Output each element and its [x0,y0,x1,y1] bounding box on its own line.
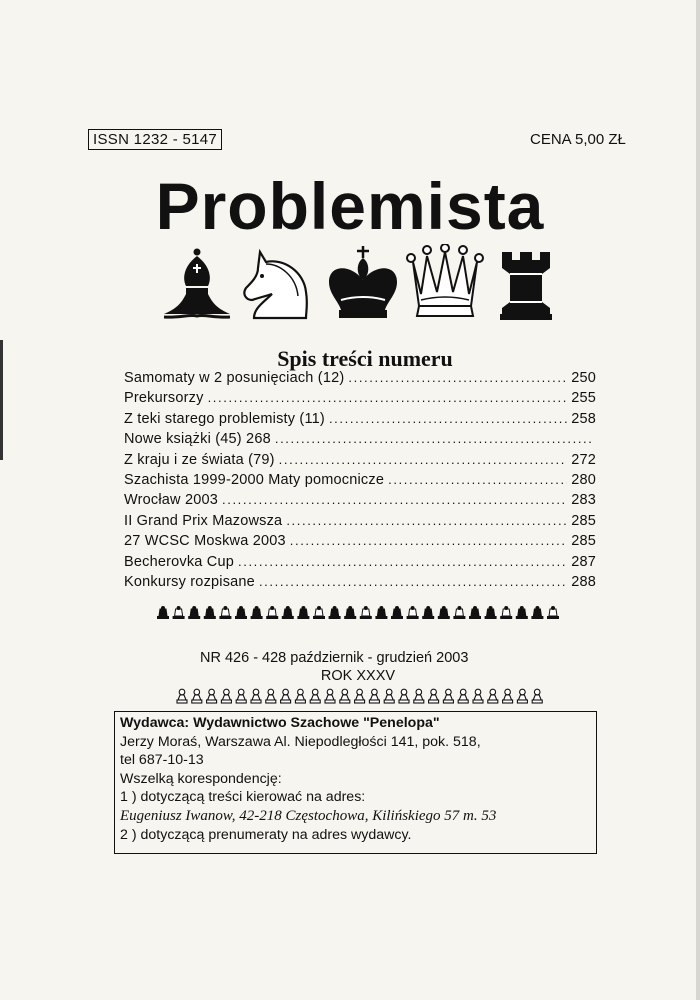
toc-entry-label: Konkursy rozpisane [124,573,255,590]
publisher-name: Wydawca: Wydawnictwo Szachowe "Penelopa" [120,715,440,731]
leader-dots [388,472,567,487]
mini-piece-icon [188,606,200,619]
mini-piece-icon [235,606,247,619]
chess-pieces-ornament-icon [155,605,565,621]
toc-heading: Spis treści numeru [277,346,453,371]
leader-dots [222,492,567,507]
publisher-box [114,711,597,854]
leader-dots [259,574,567,589]
toc-entry-page: 255 [571,390,596,407]
issue-number: NR 426 - 428 październik - grudzień 2003 [200,650,469,666]
mini-piece-icon [219,606,231,619]
mini-piece-icon [360,606,372,619]
toc-entry [124,472,596,492]
mini-piece-icon [531,606,543,619]
leader-dots [279,452,568,467]
mini-pawn-icon [251,689,261,703]
toc-entry-page: 250 [571,370,596,386]
mini-piece-icon [391,606,403,619]
mini-piece-icon [313,606,325,619]
mini-pawn-icon [266,689,276,703]
mini-pawn-icon [443,689,453,703]
mini-pawn-icon [207,689,217,703]
mini-piece-icon [547,606,559,619]
mini-pawn-icon [503,689,513,703]
toc-entry-page: 288 [571,573,596,590]
toc-entry [124,411,596,431]
toc-entry-page: 280 [571,471,596,488]
mini-piece-icon [329,606,341,619]
toc-entry-label: Szachista 1999-2000 Maty pomocnicze [124,471,385,488]
mini-piece-icon [422,606,434,619]
toc-entry-page: 285 [571,533,596,550]
mini-pawn-icon [295,689,305,703]
mini-pawn-icon [473,689,483,703]
chess-pieces-row [160,244,555,324]
editor-address: Eugeniusz Iwanow, 42-218 Częstochowa, Kilińskiego 57 m. 53 [120,807,497,824]
toc-entry-page: 258 [571,410,596,427]
issn-box: ISSN 1232 - 5147 [88,129,222,150]
toc-entry-label: Samomaty w 2 posunięciach (12) [124,370,345,386]
toc-entry-label: Nowe książki (45) 268 [124,431,271,448]
leader-dots [238,554,567,569]
mini-piece-icon [516,606,528,619]
toc-entry-page: 285 [571,512,596,529]
chess-queen-icon [407,244,483,316]
mini-pawn-icon [355,689,365,703]
toc-entry [124,574,596,594]
mini-pawn-icon [340,689,350,703]
pawn-ornament-icon [175,688,545,704]
mini-pawn-icon [281,689,291,703]
mini-pawn-icon [429,689,439,703]
price-label: CENA 5,00 ZŁ [530,131,626,148]
mini-piece-icon [282,606,294,619]
mini-piece-icon [344,606,356,619]
page-edge [696,0,700,1000]
chess-bishop-icon [164,249,230,318]
mini-piece-icon [485,606,497,619]
magazine-title: Problemista [155,169,545,243]
toc-entry [124,533,596,553]
mini-piece-icon [407,606,419,619]
correspondence-content: 1 ) dotyczącą treści kierować na adres: [120,789,366,806]
toc-entry-page: 272 [571,451,596,468]
table-of-contents [124,370,596,594]
mini-piece-icon [297,606,309,619]
mini-piece-icon [438,606,450,619]
mini-piece-icon [500,606,512,619]
toc-entry-page: 283 [571,492,596,509]
toc-entry-label: Z kraju i ze świata (79) [124,451,275,468]
toc-entry-label: Wrocław 2003 [124,492,219,509]
mini-pawn-icon [310,689,320,703]
chess-knight-icon [244,252,306,318]
toc-entry-label: Becherovka Cup [124,553,234,570]
leader-dots [208,390,568,405]
mini-pawn-icon [221,689,231,703]
toc-entry [124,390,596,410]
toc-entry [124,370,596,390]
leader-dots [275,431,592,446]
mini-piece-icon [204,606,216,619]
leader-dots [348,370,567,385]
mini-pawn-icon [369,689,379,703]
correspondence-heading: Wszelką korespondencję: [120,770,282,787]
mini-pawn-icon [177,689,187,703]
toc-entry [124,431,596,451]
mini-pawn-icon [192,689,202,703]
chess-rook-icon [500,252,552,320]
mini-piece-icon [173,606,185,619]
toc-entry-page: 287 [571,553,596,570]
correspondence-subscription: 2 ) dotyczącą prenumeraty na adres wydawcy. [120,826,412,843]
mini-piece-icon [157,606,169,619]
leader-dots [329,411,567,426]
mini-pawn-icon [488,689,498,703]
mini-piece-icon [251,606,263,619]
mini-pawn-icon [384,689,394,703]
toc-entry [124,452,596,472]
toc-entry [124,492,596,512]
mini-piece-icon [266,606,278,619]
toc-entry [124,513,596,533]
toc-entry [124,554,596,574]
chess-king-icon [329,246,397,318]
toc-entry-label: 27 WCSC Moskwa 2003 [124,533,286,550]
mini-pawn-icon [399,689,409,703]
toc-entry-label: Prekursorzy [124,390,204,407]
leader-dots [286,513,567,528]
mini-pawn-icon [517,689,527,703]
issue-year: ROK XXXV [320,668,396,684]
mini-pawn-icon [236,689,246,703]
mini-pawn-icon [532,689,542,703]
mini-piece-icon [453,606,465,619]
mini-pawn-icon [414,689,424,703]
publisher-phone: tel 687-10-13 [120,752,204,769]
mini-pawn-icon [325,689,335,703]
mini-piece-icon [469,606,481,619]
leader-dots [290,533,567,548]
toc-entry-label: Z teki starego problemisty (11) [124,410,325,427]
toc-entry-label: II Grand Prix Mazowsza [124,512,283,529]
mini-pawn-icon [458,689,468,703]
publisher-address: Jerzy Moraś, Warszawa Al. Niepodległości 141, pok. 518, [120,733,481,750]
mini-piece-icon [375,606,387,619]
